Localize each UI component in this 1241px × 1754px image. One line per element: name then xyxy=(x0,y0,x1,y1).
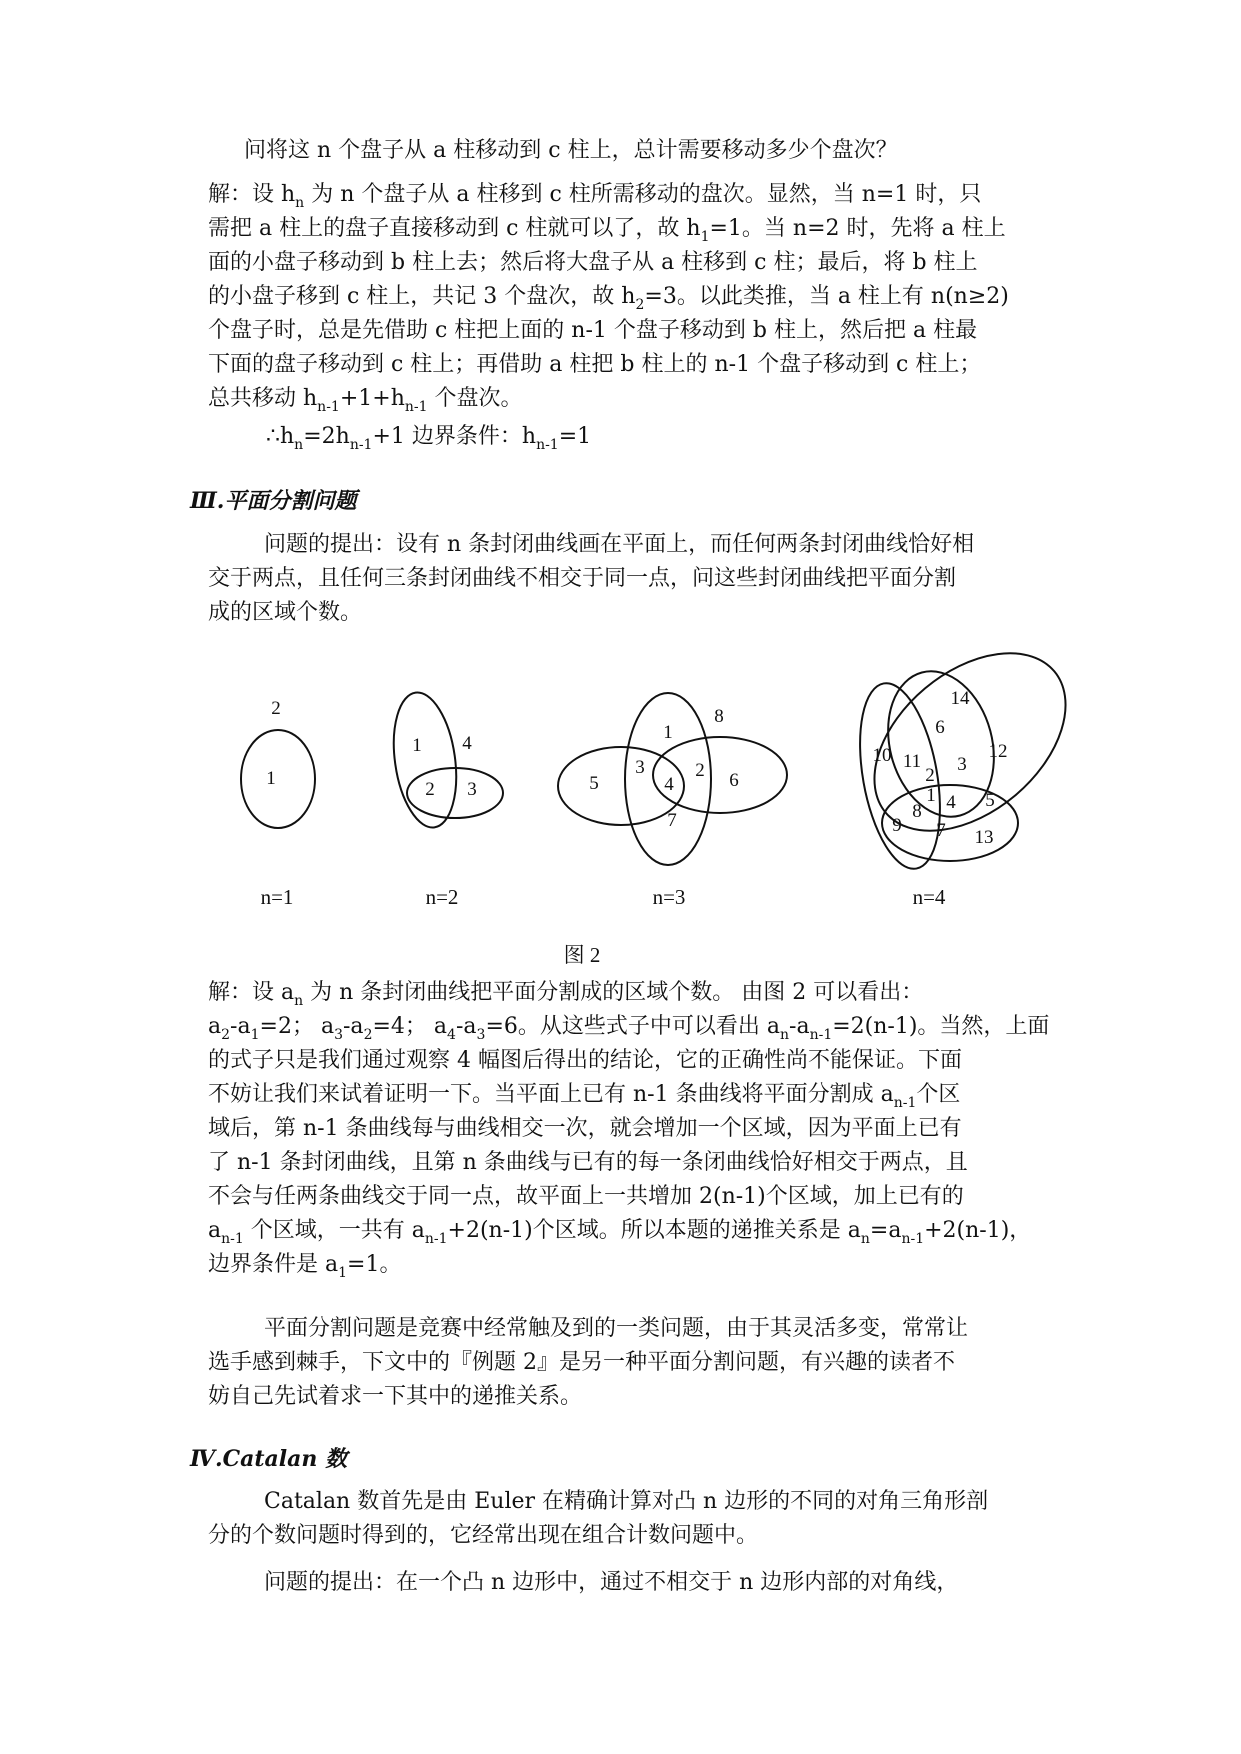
intro-line: 分的个数问题时得到的，它经常出现在组合计数问题中。 xyxy=(208,1523,759,1548)
subscript: 2 xyxy=(363,1027,373,1043)
text-run: 解：设 h xyxy=(208,182,296,207)
remark-line: 选手感到棘手，下文中的『例题 2』是另一种平面分割问题，有兴趣的读者不 xyxy=(208,1350,955,1375)
region-label: 11 xyxy=(902,751,922,772)
text-run: 了 n-1 条封闭曲线，且第 n 条曲线与已有的每一条闭曲线恰好相交于两点，且 xyxy=(208,1150,968,1175)
region-label: 2 xyxy=(695,760,705,781)
paragraph-line xyxy=(208,1012,1049,1044)
paragraph-line xyxy=(208,1182,964,1212)
subscript: 1 xyxy=(250,1027,260,1043)
text-run: 域后，第 n-1 条曲线每与曲线相交一次，就会增加一个区域，因为平面上已有 xyxy=(208,1116,962,1141)
n4-curve-a xyxy=(847,677,953,875)
region-label: 14 xyxy=(950,688,970,709)
subscript: 3 xyxy=(476,1027,486,1043)
subscript: n xyxy=(295,195,305,211)
panel-label-n2: n=2 xyxy=(425,885,459,909)
subscript: n xyxy=(860,1231,870,1247)
text-run: 面的小盘子移动到 b 柱上去；然后将大盘子从 a 柱移到 c 柱；最后，将 b 柱上 xyxy=(208,250,978,275)
text-run: ∴h xyxy=(266,424,295,449)
region-label: 4 xyxy=(664,774,674,795)
text-run: 解：设 a xyxy=(208,980,295,1005)
text-run: 个盘子时，总是先借助 c 柱把上面的 n-1 个盘子移动到 b 柱上，然后把 a 柱最 xyxy=(208,318,978,343)
text-run: 边界条件是 a xyxy=(208,1252,339,1277)
n4-curve-c xyxy=(841,618,1100,867)
section-heading-catalan: Ⅳ.Catalan 数 xyxy=(190,1446,348,1472)
panel-label-n4: n=4 xyxy=(912,885,946,909)
paragraph-line xyxy=(208,1250,401,1282)
region-label: 13 xyxy=(974,827,994,848)
text-run: =6。从这些式子中可以看出 a xyxy=(485,1014,780,1039)
problem-line: 成的区域个数。 xyxy=(208,600,363,625)
figure-caption: 图 2 xyxy=(563,943,601,967)
region-label: 1 xyxy=(926,785,936,806)
text-run: +1 边界条件：h xyxy=(372,424,537,449)
panel-label-n1: n=1 xyxy=(260,885,294,909)
text-run: 需把 a 柱上的盘子直接移动到 c 柱就可以了，故 h xyxy=(208,216,701,241)
subscript: 4 xyxy=(447,1027,456,1043)
text-run: -a xyxy=(343,1014,364,1039)
text-run: 总共移动 h xyxy=(208,386,318,411)
text-run: =2； a xyxy=(259,1014,335,1039)
section-heading-plane-division: Ⅲ.平面分割问题 xyxy=(190,488,357,514)
region-label: 3 xyxy=(467,779,477,800)
text-run: 个区 xyxy=(916,1082,961,1107)
paragraph-line xyxy=(208,1046,962,1076)
region-label: 2 xyxy=(925,765,935,786)
region-label: 1 xyxy=(266,768,276,789)
region-label: 7 xyxy=(667,810,677,831)
paragraph-line xyxy=(208,1114,962,1144)
region-label: 1 xyxy=(663,722,673,743)
text-run: -a xyxy=(789,1014,810,1039)
paragraph-line xyxy=(208,1080,960,1112)
region-label: 2 xyxy=(425,779,435,800)
text-run: 不妨让我们来试着证明一下。当平面上已有 n-1 条曲线将平面分割成 a xyxy=(208,1082,894,1107)
region-label: 3 xyxy=(635,757,645,778)
text-run: 为 n 条封闭曲线把平面分割成的区域个数。 由图 2 可以看出： xyxy=(303,980,924,1005)
subscript: 3 xyxy=(334,1027,343,1043)
region-label: 6 xyxy=(729,770,739,791)
text-run: =4； a xyxy=(372,1014,448,1039)
text-run: a xyxy=(208,1218,222,1243)
region-label: 10 xyxy=(872,745,892,766)
text-run: -a xyxy=(455,1014,477,1039)
text-run: =1。当 n=2 时，先将 a 柱上 xyxy=(709,216,1006,241)
n1-curve xyxy=(241,730,315,828)
subscript: n-1 xyxy=(536,437,559,453)
text-run: =2(n-1)。当然，上面 xyxy=(832,1014,1050,1039)
region-label: 1 xyxy=(412,735,422,756)
paragraph-line xyxy=(208,1148,968,1178)
region-label: 12 xyxy=(988,741,1008,762)
region-label: 2 xyxy=(271,698,281,719)
text-run: =1 xyxy=(558,424,592,449)
problem-line: 交于两点，且任何三条封闭曲线不相交于同一点，问这些封闭曲线把平面分割 xyxy=(208,566,957,591)
text-run: 个盘次。 xyxy=(427,386,523,411)
subscript: n-1 xyxy=(424,1231,448,1247)
region-label: 9 xyxy=(892,815,902,836)
subscript: 1 xyxy=(700,229,710,245)
remark-line: 平面分割问题是竞赛中经常触及到的一类问题，由于其灵活多变，常常让 xyxy=(264,1316,969,1341)
region-label: 6 xyxy=(935,717,945,738)
subscript: n-1 xyxy=(893,1095,917,1111)
region-label: 5 xyxy=(985,790,995,811)
subscript: n xyxy=(294,437,304,453)
text-run: a xyxy=(208,1014,222,1039)
region-label: 4 xyxy=(946,792,956,813)
remark-line: 妨自己先试着求一下其中的递推关系。 xyxy=(208,1384,583,1409)
subscript: 2 xyxy=(221,1027,231,1043)
subscript: n xyxy=(779,1027,790,1043)
paragraph-line xyxy=(208,1216,1031,1248)
question-line: 问将这 n 个盘子从 a 柱移动到 c 柱上，总计需要移动多少个盘次？ xyxy=(244,138,898,163)
region-label: 7 xyxy=(936,820,946,841)
subscript: n-1 xyxy=(901,1231,925,1247)
problem-line: 问题的提出：在一个凸 n 边形中，通过不相交于 n 边形内部的对角线， xyxy=(264,1570,959,1595)
problem-line: 问题的提出：设有 n 条封闭曲线画在平面上，而任何两条封闭曲线恰好相 xyxy=(264,532,975,557)
region-label: 8 xyxy=(714,706,724,727)
text-run: 的式子只是我们通过观察 4 幅图后得出的结论，它的正确性尚不能保证。下面 xyxy=(208,1048,962,1073)
n2-curve-a xyxy=(386,688,464,831)
text-run: 不会与任两条曲线交于同一点，故平面上一共增加 2(n-1)个区域，加上已有的 xyxy=(208,1184,964,1209)
subscript: n-1 xyxy=(221,1231,244,1247)
text-run: 下面的盘子移动到 c 柱上；再借助 a 柱把 b 柱上的 n-1 个盘子移动到 c 柱上； xyxy=(208,352,982,377)
subscript: n-1 xyxy=(349,437,373,453)
subscript: n-1 xyxy=(317,399,340,415)
text-run: +1+h xyxy=(339,386,405,411)
subscript: n-1 xyxy=(809,1027,833,1043)
region-label: 8 xyxy=(912,801,922,822)
text-run: 为 n 个盘子从 a 柱移到 c 柱所需移动的盘次。显然，当 n=1 时，只 xyxy=(304,182,982,207)
text-run: 个区域，一共有 a xyxy=(243,1218,425,1243)
region-label: 3 xyxy=(957,754,967,775)
text-run: +2(n-1)个区域。所以本题的递推关系是 a xyxy=(447,1218,861,1243)
region-label: 4 xyxy=(462,733,472,754)
text-run: =2h xyxy=(303,424,350,449)
text-run: -a xyxy=(230,1014,251,1039)
region-label: 5 xyxy=(589,773,599,794)
panel-label-n3: n=3 xyxy=(652,885,686,909)
text-run: +2(n-1)， xyxy=(924,1218,1032,1243)
subscript: 1 xyxy=(338,1265,348,1281)
paragraph-line xyxy=(208,978,923,1010)
subscript: 2 xyxy=(635,297,645,313)
text-run: 的小盘子移到 c 柱上，共记 3 个盘次，故 h xyxy=(208,284,636,309)
intro-line: Catalan 数首先是由 Euler 在精确计算对凸 n 边形的不同的对角三角形剖 xyxy=(264,1489,989,1514)
text-run: =3。以此类推，当 a 柱上有 n(n≥2) xyxy=(644,284,1009,309)
text-run: =a xyxy=(869,1218,902,1243)
subscript: n-1 xyxy=(404,399,428,415)
text-run: =1。 xyxy=(347,1252,402,1277)
subscript: n xyxy=(294,993,304,1009)
